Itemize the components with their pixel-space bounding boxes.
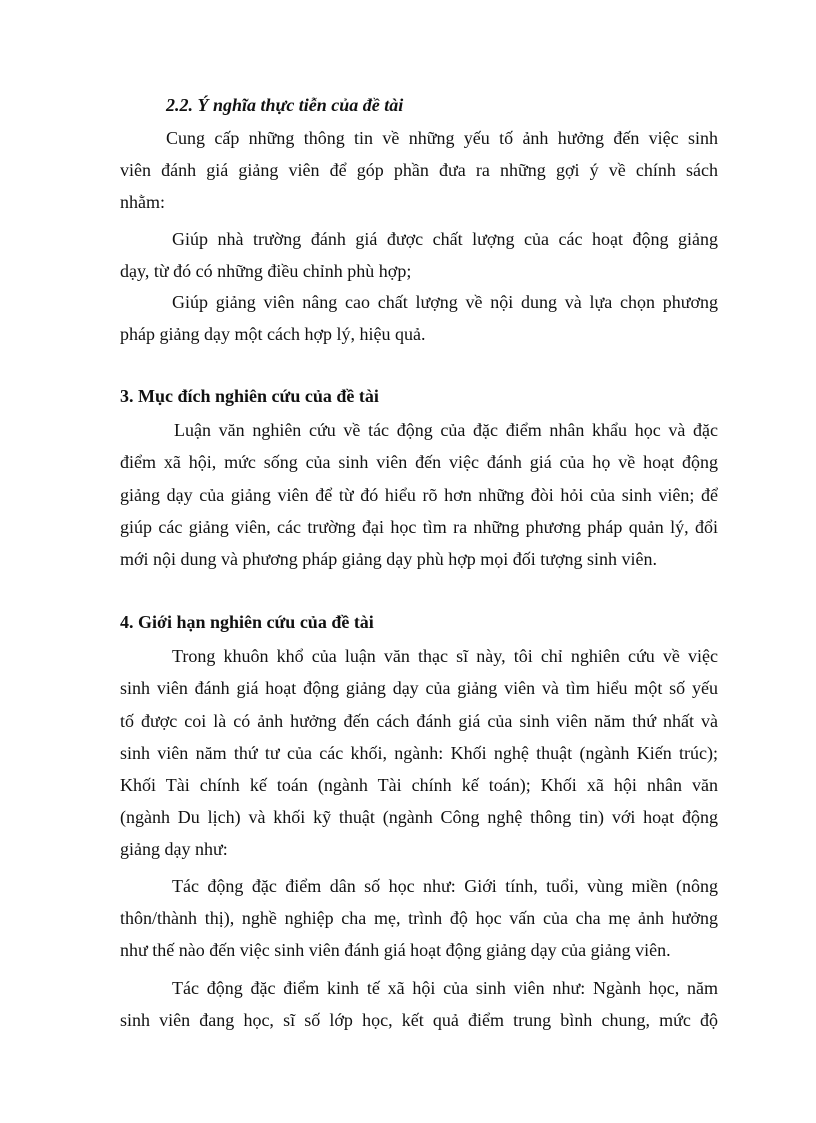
section-2-2-line-5: dạy, từ đó có những điều chỉnh phù hợp; bbox=[120, 261, 412, 281]
section-2-2-line-2: viên đánh giá giảng viên để góp phần đưa ra những gợi ý về chính sách bbox=[120, 160, 718, 180]
section-2-2-line-1: Cung cấp những thông tin về những yếu tố ảnh hưởng đến việc sinh bbox=[166, 128, 718, 148]
section-4-line-8: Tác động đặc điểm dân số học như: Giới tính, tuổi, vùng miền (nông bbox=[172, 876, 718, 896]
section-4-line-11: Tác động đặc điểm kinh tế xã hội của sinh viên như: Ngành học, năm bbox=[172, 978, 718, 998]
section-3-line-1: Luận văn nghiên cứu về tác động của đặc điểm nhân khẩu học và đặc bbox=[174, 420, 718, 440]
section-2-2-line-7: pháp giảng dạy một cách hợp lý, hiệu quả. bbox=[120, 324, 426, 344]
section-2-2-line-4: Giúp nhà trường đánh giá được chất lượng của các hoạt động giảng bbox=[172, 229, 718, 249]
section-4-line-9: thôn/thành thị), nghề nghiệp cha mẹ, trình độ học vấn của cha mẹ ảnh hưởng bbox=[120, 908, 718, 928]
section-4-line-6: (ngành Du lịch) và khối kỹ thuật (ngành Công nghệ thông tin) với hoạt động bbox=[120, 807, 718, 827]
section-2-2-line-6: Giúp giảng viên nâng cao chất lượng về nội dung và lựa chọn phương bbox=[172, 292, 718, 312]
section-3-line-5: mới nội dung và phương pháp giảng dạy phù hợp mọi đối tượng sinh viên. bbox=[120, 549, 658, 569]
section-4-line-3: tố được coi là có ảnh hưởng đến cách đánh giá của sinh viên năm thứ nhất và bbox=[120, 711, 718, 731]
section-3-line-4: giúp các giảng viên, các trường đại học tìm ra những phương pháp quản lý, đổi bbox=[120, 517, 718, 537]
section-2-2-line-3: nhằm: bbox=[120, 192, 165, 212]
section-4-line-2: sinh viên đánh giá hoạt động giảng dạy của giảng viên và tìm hiểu một số yếu bbox=[120, 678, 718, 698]
section-4-line-4: sinh viên năm thứ tư của các khối, ngành: Khối nghệ thuật (ngành Kiến trúc); bbox=[120, 743, 718, 763]
section-2-2-heading: 2.2. Ý nghĩa thực tiễn của đề tài bbox=[166, 95, 404, 115]
section-4-line-12: sinh viên đang học, sĩ số lớp học, kết quả điểm trung bình chung, mức độ bbox=[120, 1010, 718, 1030]
section-4-line-7: giảng dạy như: bbox=[120, 839, 228, 859]
section-4-line-5: Khối Tài chính kế toán (ngành Tài chính kế toán); Khối xã hội nhân văn bbox=[120, 775, 718, 795]
section-4-line-1: Trong khuôn khổ của luận văn thạc sĩ này, tôi chỉ nghiên cứu về việc bbox=[172, 646, 718, 666]
section-3-line-2: điểm xã hội, mức sống của sinh viên đến việc đánh giá của họ về hoạt động bbox=[120, 452, 718, 472]
section-3-line-3: giảng dạy của giảng viên để từ đó hiểu rõ hơn những đòi hỏi của sinh viên; để bbox=[120, 485, 718, 505]
section-4-line-10: như thế nào đến việc sinh viên đánh giá hoạt động giảng dạy của giảng viên. bbox=[120, 940, 671, 960]
section-4-heading: 4. Giới hạn nghiên cứu của đề tài bbox=[120, 612, 374, 632]
section-3-heading: 3. Mục đích nghiên cứu của đề tài bbox=[120, 386, 379, 406]
